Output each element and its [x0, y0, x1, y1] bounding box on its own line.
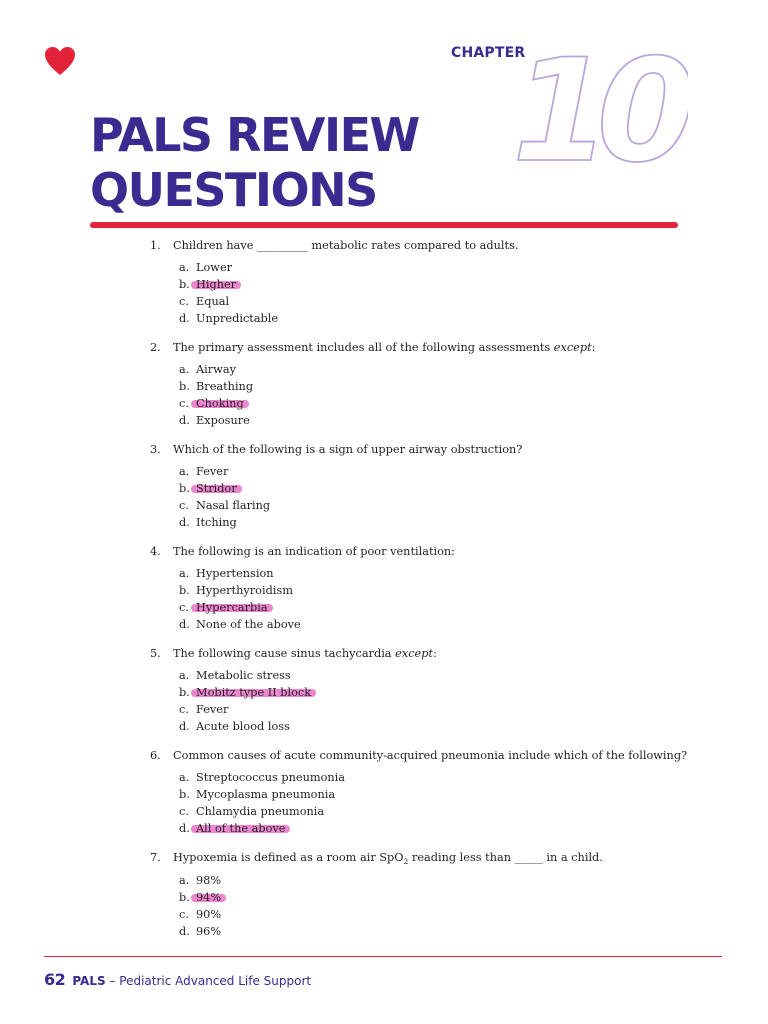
- question-text: 6. Common causes of acute community-acquired pneumonia include which of the following?: [150, 749, 688, 762]
- question-text: 3. Which of the following is a sign of upper airway obstruction?: [150, 443, 523, 456]
- question-2: [150, 340, 710, 429]
- svg-text:10: 10: [512, 40, 682, 170]
- answer-option: b. Hyperthyroidism: [179, 584, 293, 597]
- answer-options: [179, 565, 710, 633]
- answer-options: [179, 259, 710, 327]
- answer-option: a. 98%: [179, 874, 222, 887]
- question-text: 2. The primary assessment includes all of the following assessments except:: [150, 341, 596, 354]
- answer-options: [179, 667, 710, 735]
- answer-option: d. Acute blood loss: [179, 720, 290, 733]
- question-4: [150, 544, 710, 633]
- question-text: 1. Children have _________ metabolic rates compared to adults.: [150, 239, 519, 252]
- answer-options: [179, 361, 710, 429]
- answer-option: b. Breathing: [179, 380, 254, 393]
- question-number: 1.: [150, 239, 161, 252]
- question-1: [150, 238, 710, 327]
- footer-description: – Pediatric Advanced Life Support: [105, 974, 312, 988]
- question-number: 6.: [150, 749, 161, 762]
- question-3: [150, 442, 710, 531]
- chapter-number: [508, 40, 688, 170]
- question-list: [150, 238, 710, 953]
- answer-option: d. 96%: [179, 925, 222, 938]
- answer-option: c. Fever: [179, 703, 229, 716]
- answer-option: d. Itching: [179, 516, 237, 529]
- question-text: 7. Hypoxemia is defined as a room air SpO$_2$ reading less than _____ in a child.: [150, 851, 603, 866]
- answer-option: a. Lower: [179, 261, 233, 274]
- answer-option-highlighted: b. 94%: [179, 891, 222, 904]
- question-5: [150, 646, 710, 735]
- question-7: [150, 850, 710, 940]
- chapter-label: CHAPTER: [451, 45, 526, 61]
- answer-options: [179, 463, 710, 531]
- answer-option-highlighted: c. Choking: [179, 397, 244, 410]
- answer-option: b. Mycoplasma pneumonia: [179, 788, 336, 801]
- answer-option: d. None of the above: [179, 618, 301, 631]
- answer-option: a. Fever: [179, 465, 229, 478]
- heart-icon: [44, 46, 76, 76]
- page-title-line-1: PALS REVIEW: [90, 108, 419, 162]
- answer-option: a. Airway: [179, 363, 236, 376]
- answer-option: c. Chlamydia pneumonia: [179, 805, 325, 818]
- answer-option: c. Nasal flaring: [179, 499, 271, 512]
- page-title-line-2: QUESTIONS: [90, 163, 377, 217]
- question-number: 3.: [150, 443, 161, 456]
- footer-brand: PALS: [72, 974, 106, 988]
- question-number: 4.: [150, 545, 161, 558]
- answer-option-highlighted: b. Mobitz type II block: [179, 686, 312, 699]
- question-text: 5. The following cause sinus tachycardia except:: [150, 647, 437, 660]
- question-number: 7.: [150, 851, 161, 864]
- answer-option-highlighted: b. Stridor: [179, 482, 237, 495]
- page-number: 62: [44, 970, 66, 989]
- answer-options: [179, 769, 710, 837]
- answer-option: a. Metabolic stress: [179, 669, 291, 682]
- question-number: 5.: [150, 647, 161, 660]
- question-number: 2.: [150, 341, 161, 354]
- answer-option: c. 90%: [179, 908, 222, 921]
- answer-option: a. Hypertension: [179, 567, 274, 580]
- question-text: 4. The following is an indication of poor ventilation:: [150, 545, 455, 558]
- answer-option: d. Exposure: [179, 414, 250, 427]
- answer-options: [179, 872, 710, 940]
- answer-option-highlighted: d. All of the above: [179, 822, 286, 835]
- answer-option-highlighted: b. Higher: [179, 278, 237, 291]
- title-divider: [90, 222, 678, 228]
- answer-option: d. Unpredictable: [179, 312, 279, 325]
- page-title: [90, 108, 419, 218]
- answer-option: c. Equal: [179, 295, 230, 308]
- answer-option: a. Streptococcus pneumonia: [179, 771, 345, 784]
- answer-option-highlighted: c. Hypercarbia: [179, 601, 268, 614]
- footer-divider: [44, 956, 722, 957]
- page-footer: [44, 970, 311, 989]
- question-6: [150, 748, 710, 837]
